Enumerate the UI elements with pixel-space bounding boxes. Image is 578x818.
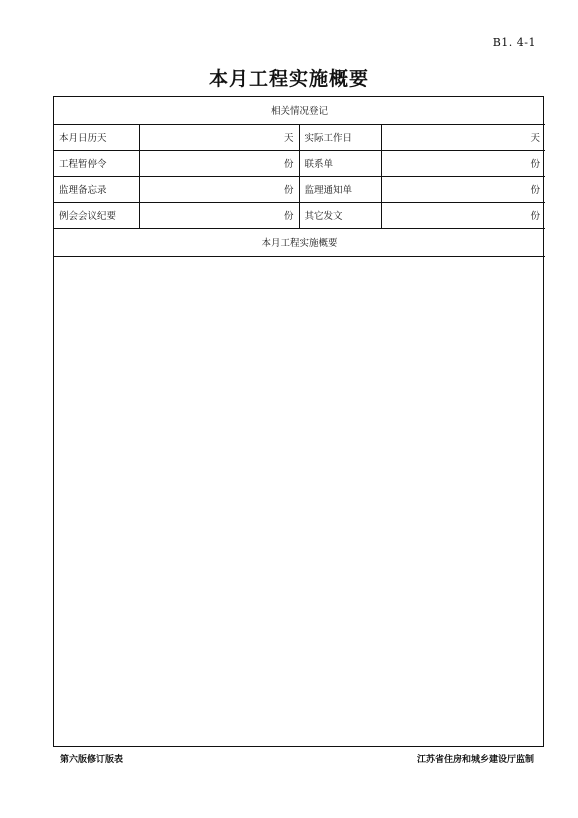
form-code: B1. 4-1 (492, 36, 536, 49)
meeting-minutes-label: 例会会议纪要 (54, 202, 139, 228)
notice-field[interactable]: 份 (381, 176, 545, 202)
suspension-order-field[interactable]: 份 (139, 150, 299, 176)
contact-sheet-label: 联系单 (299, 150, 381, 176)
memo-field[interactable]: 份 (139, 176, 299, 202)
other-documents-field[interactable]: 份 (381, 202, 545, 228)
suspension-order-label: 工程暂停令 (54, 150, 139, 176)
summary-section-title: 本月工程实施概要 (54, 228, 545, 256)
form-frame (53, 96, 544, 747)
working-days-label: 实际工作日 (299, 124, 381, 150)
summary-content-area[interactable] (54, 267, 543, 746)
meeting-minutes-field[interactable]: 份 (139, 202, 299, 228)
other-documents-label: 其它发文 (299, 202, 381, 228)
calendar-days-field[interactable]: 天 (139, 124, 299, 150)
contact-sheet-field[interactable]: 份 (381, 150, 545, 176)
registration-table (54, 97, 545, 257)
edition-note: 第六版修订版表 (60, 755, 124, 765)
memo-label: 监理备忘录 (54, 176, 139, 202)
page-title: 本月工程实施概要 (208, 68, 369, 90)
working-days-field[interactable]: 天 (381, 124, 545, 150)
issuer-note: 江苏省住房和城乡建设厅监制 (416, 755, 534, 765)
registration-section-title: 相关情况登记 (54, 97, 545, 124)
notice-label: 监理通知单 (299, 176, 381, 202)
table-row (54, 150, 545, 176)
table-row (54, 124, 545, 150)
table-row (54, 202, 545, 228)
table-row (54, 176, 545, 202)
calendar-days-label: 本月日历天 (54, 124, 139, 150)
